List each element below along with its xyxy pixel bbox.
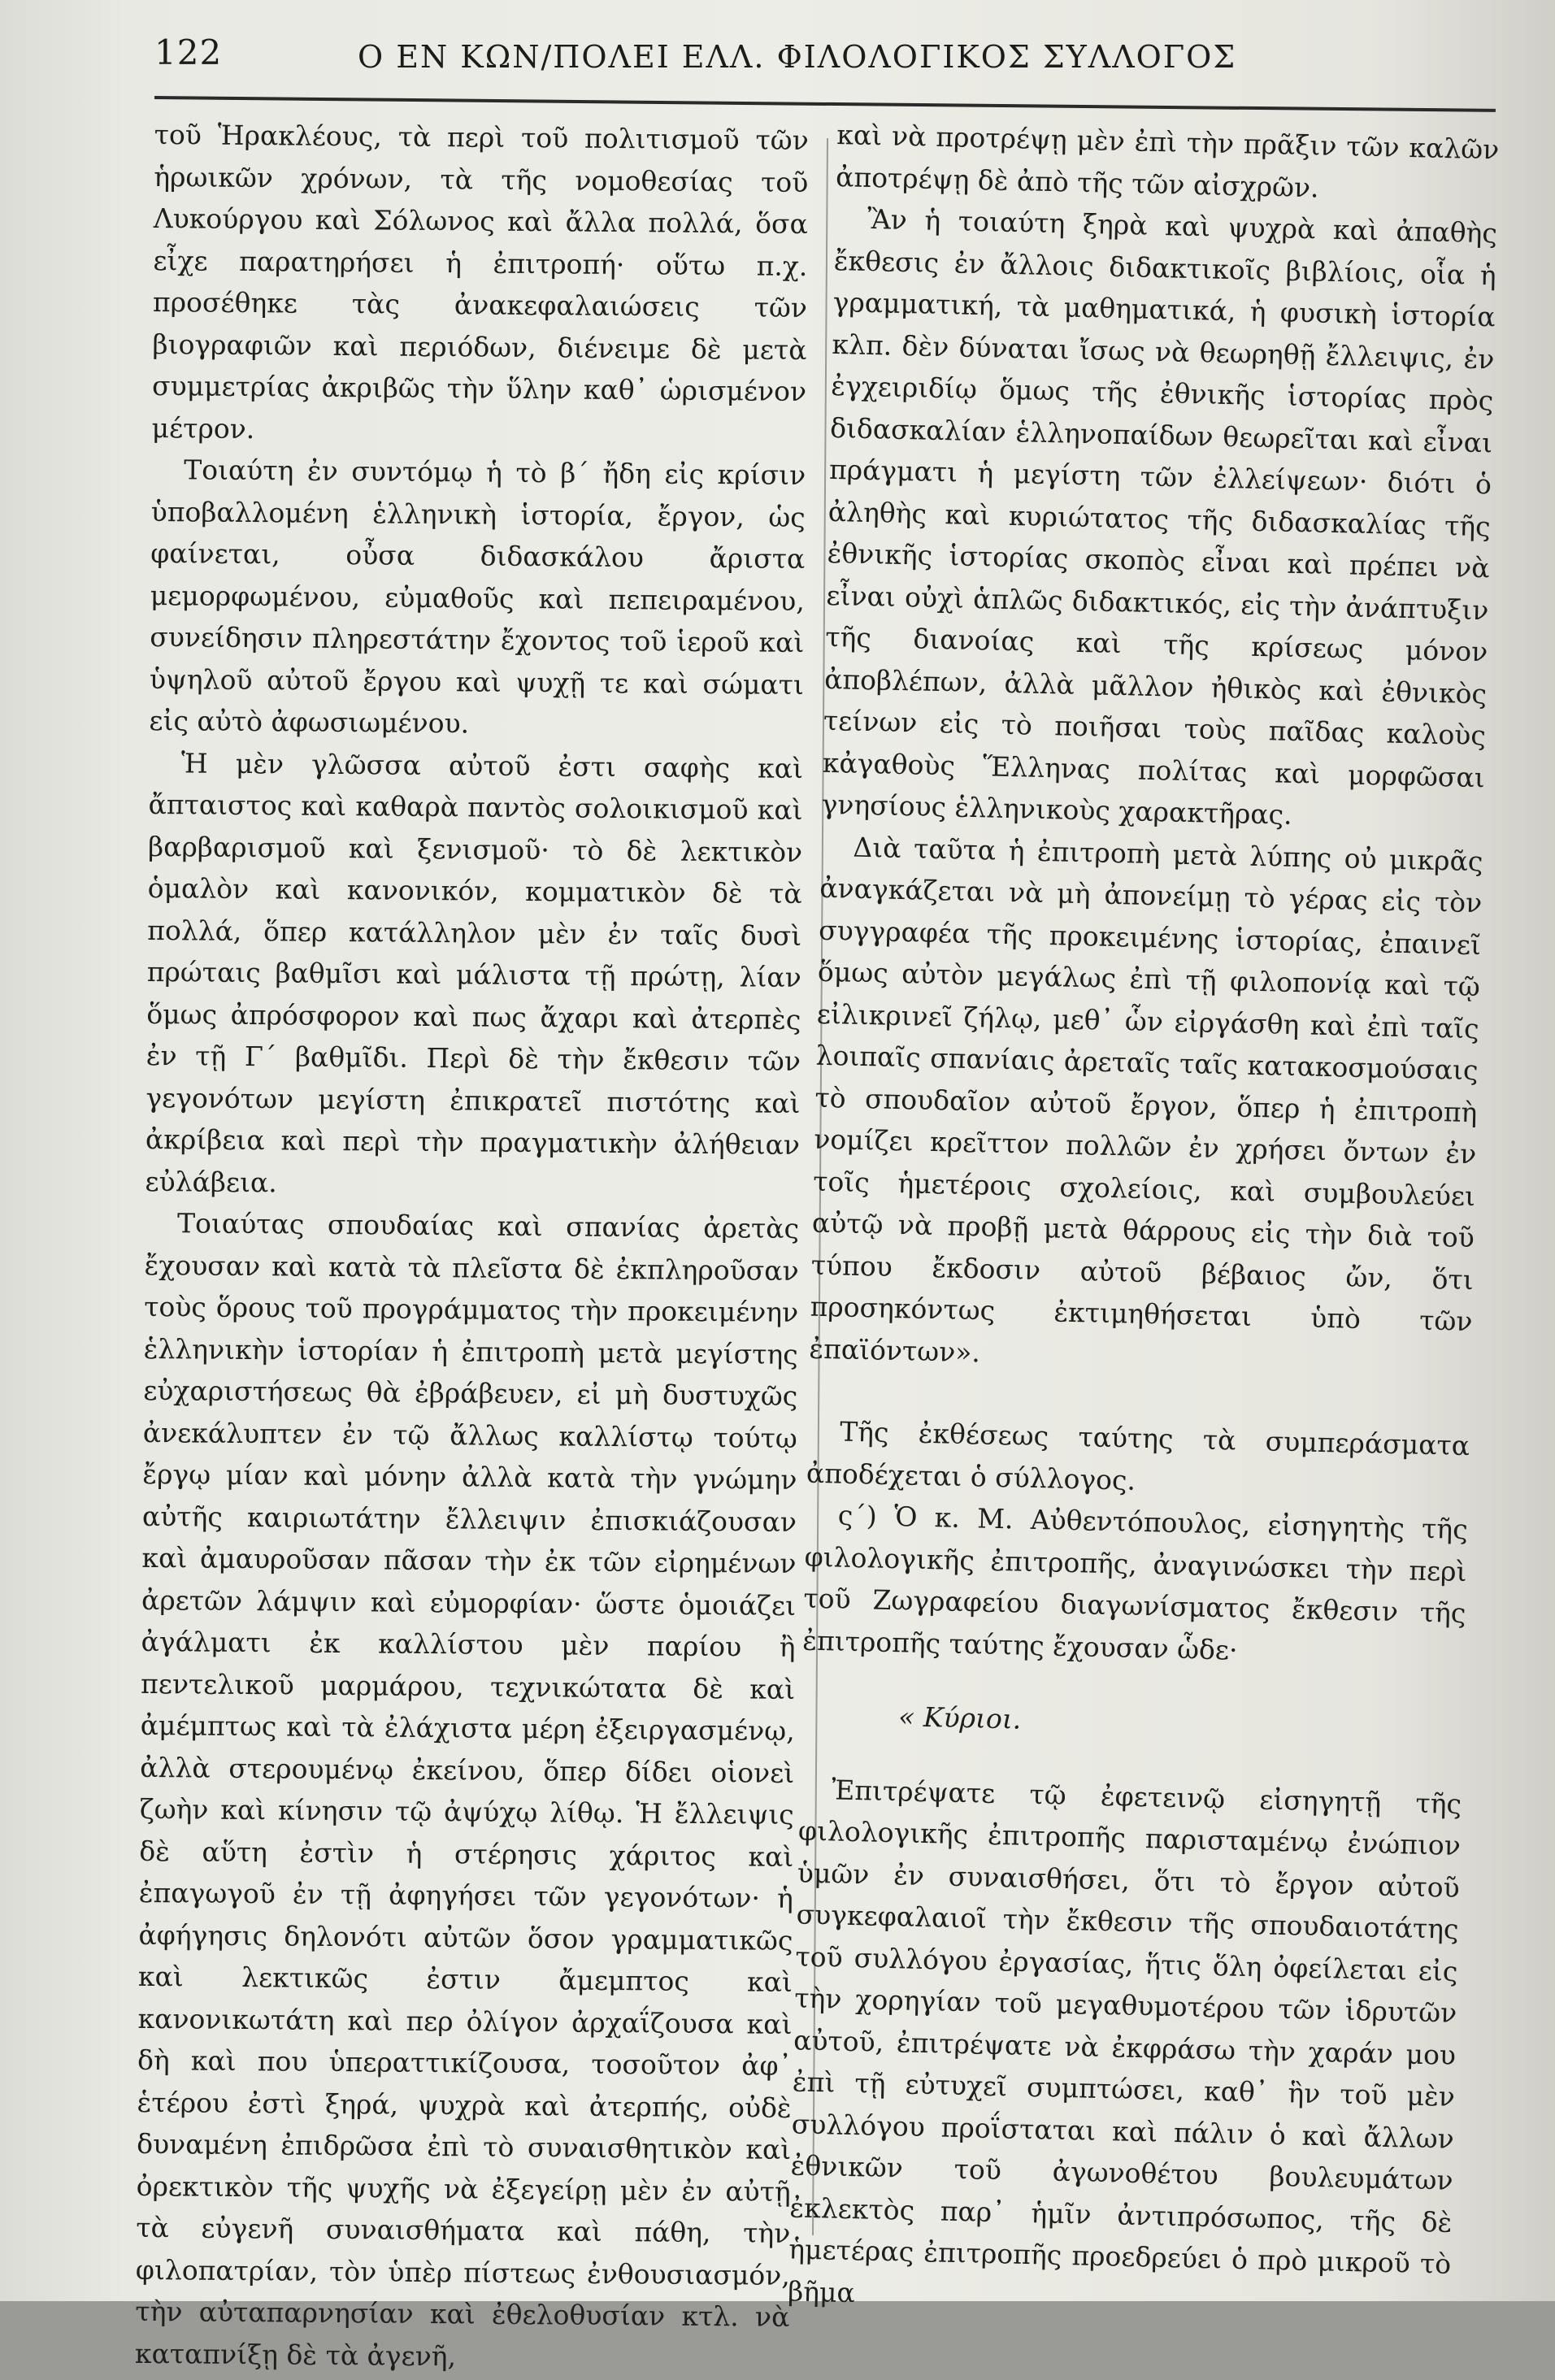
address-salutation: « Κύριοι. (897, 1700, 1022, 1735)
running-head (154, 33, 1325, 98)
journal-title: Ο ΕΝ ΚΩΝ/ΠΟΛΕΙ ΕΛΛ. ΦΙΛΟΛΟΓΙΚΟΣ ΣΥΛΛΟΓΟΣ (358, 39, 1237, 75)
header-rule (154, 96, 1496, 112)
paragraph: καὶ νὰ προτρέψῃ μὲν ἐπὶ τὴν πρᾶξιν τῶν καλῶν ἀποτρέψῃ δὲ ἀπὸ τῆς τῶν αἰσχρῶν. (835, 118, 1500, 203)
paragraph: Ἡ μὲν γλῶσσα αὐτοῦ ἐστι σαφὴς καὶ ἄπταιστος καὶ καθαρὰ παντὸς σολοικισμοῦ καὶ βαρβαρισμοῦ καὶ ξενισμοῦ· τὸ δὲ λεκτικὸν ὁμαλὸν καὶ κανονικόν, κομματικὸν δὲ τὰ πολλά, ὅπερ κατάλληλον μὲν ἐν ταῖς δυσὶ πρώταις βαθμῖσι καὶ μάλιστα τῇ πρώτῃ, λίαν ὅμως ἀπρόσφορον καὶ πως ἄχαρι καὶ ἀτερπὲς ἐν τῇ Γ´ βαθμῖδι. Περὶ δὲ τὴν ἔκθεσιν τῶν γεγονότων μεγίστη ἐπικρατεῖ πιστότης καὶ ἀκρίβεια καὶ περὶ τὴν πραγματικὴν ἀλήθειαν εὐλάβεια. (145, 746, 804, 1198)
page-number: 122 (154, 33, 223, 72)
paragraph: Τοιαύτη ἐν συντόμῳ ἡ τὸ β´ ἤδη εἰς κρίσιν ὑποβαλλομένη ἑλληνικὴ ἱστορία, ἔργον, ὡς φαίνεται, οὖσα διδασκάλου ἄριστα μεμορφωμένου, εὐμαθοῦς καὶ πεπειραμένου, συνείδησιν πληρεστάτην ἔχοντος τοῦ ἱεροῦ καὶ ὑψηλοῦ αὐτοῦ ἔργου καὶ ψυχῇ τε καὶ σώματι εἰς αὐτὸ ἀφωσιωμένου. (149, 454, 806, 740)
paragraph: Ἂν ἡ τοιαύτη ξηρὰ καὶ ψυχρὰ καὶ ἀπαθὴς ἔκθεσις ἐν ἄλλοις διδακτικοῖς βιβλίοις, οἷα ἡ γραμματική, τὰ μαθηματικά, ἡ φυσικὴ ἱστορία κλπ. δὲν δύναται ἴσως νὰ θεωρηθῇ ἔλλειψις, ἐν ἐγχειριδίῳ ὅμως τῆς ἐθνικῆς ἱστορίας πρὸς διδασκαλίαν ἑλληνοπαίδων θεωρεῖται καὶ εἶναι πράγματι ἡ μεγίστη τῶν ἐλλείψεων· διότι ὁ ἀληθὴς καὶ κυριώτατος τῆς διδασκαλίας τῆς ἐθνικῆς ἱστορίας σκοπὸς εἶναι καὶ πρέπει νὰ εἶναι οὐχὶ ἁπλῶς διδακτικός, εἰς τὴν ἀνάπτυξιν τῆς διανοίας καὶ τῆς κρίσεως μόνον ἀποβλέπων, ἀλλὰ μᾶλλον ἠθικὸς καὶ ἐθνικὸς τείνων εἰς τὸ ποιῆσαι τοὺς παῖδας καλοὺς κἀγαθοὺς Ἕλληνας πολίτας καὶ μορφῶσαι γνησίους ἑλληνικοὺς χαρακτῆρας. (821, 202, 1498, 831)
paragraph: ς´) Ὁ κ. Μ. Αὐθεντόπουλος, εἰσηγητὴς τῆς φιλολογικῆς ἐπιτροπῆς, ἀναγινώσκει τὴν περὶ τοῦ Ζωγραφείου διαγωνίσματος ἔκθεσιν τῆς ἐπιτροπῆς ταύτης ἔχουσαν ὧδε· (801, 1499, 1469, 1666)
paragraph: Ἐπιτρέψατε τῷ ἐφετεινῷ εἰσηγητῇ τῆς φιλολογικῆς ἐπιτροπῆς παρισταμένῳ ἐνώπιον ὑμῶν ἐν συναισθήσει, ὅτι τὸ ἔργον αὐτοῦ συγκεφαλαιοῖ τὴν ἔκθεσιν τῆς σπουδαιοτάτης τοῦ συλλόγου ἐργασίας, ἥτις ὅλη ὀφείλεται εἰς τὴν χορηγίαν τοῦ μεγαθυμοτέρου τῶν ἱδρυτῶν αὐτοῦ, ἐπιτρέψατε νὰ ἐκφράσω τὴν χαράν μου ἐπὶ τῇ εὐτυχεῖ συμπτώσει, καθ᾽ ἣν τοῦ μὲν συλλόγου προΐσταται καὶ πάλιν ὁ καὶ ἄλλων ἐθνικῶν τοῦ ἀγωνοθέτου βουλευμάτων ἐκλεκτὸς παρ᾽ ἡμῖν ἀντιπρόσωπος, τῆς δὲ ἡμετέρας ἐπιτροπῆς προεδρεύει ὁ πρὸ μικροῦ τὸ βῆμα (787, 1773, 1462, 2308)
paragraph: τοῦ Ἡρακλέους, τὰ περὶ τοῦ πολιτισμοῦ τῶν ἡρωικῶν χρόνων, τὰ τῆς νομοθεσίας τοῦ Λυκούργου καὶ Σόλωνος καὶ ἄλλα πολλά, ὅσα εἶχε παρατηρήσει ἡ ἐπιτροπή· οὕτω π.χ. προσέθηκε τὰς ἀνακεφαλαιώσεις τῶν βιογραφιῶν καὶ περιόδων, διένειμε δὲ μετὰ συμμετρίας ἀκριβῶς τὴν ὕλην καθ᾽ ὡρισμένον μέτρον. (151, 118, 809, 445)
paragraph: Τῆς ἐκθέσεως ταύτης τὰ συμπεράσματα ἀποδέχεται ὁ σύλλογος. (806, 1415, 1470, 1496)
right-column (788, 114, 1500, 2327)
left-column (135, 114, 809, 2380)
paragraph: Τοιαύτας σπουδαίας καὶ σπανίας ἀρετὰς ἔχουσαν καὶ κατὰ τὰ πλεῖστα δὲ ἐκπληροῦσαν τοὺς ὅρους τοῦ προγράμματος τὴν προκειμένην ἑλληνικὴν ἱστορίαν ἡ ἐπιτροπὴ μετὰ μεγίστης εὐχαριστήσεως θὰ ἐβράβευεν, εἰ μὴ δυστυχῶς ἀνεκάλυπτεν ἐν τῷ ἄλλως καλλίστῳ τούτῳ ἔργῳ μίαν καὶ μόνην ἀλλὰ κατὰ τὴν γνώμην αὐτῆς καιριωτάτην ἔλλειψιν ἐπισκιάζουσαν καὶ ἀμαυροῦσαν πᾶσαν τὴν ἐκ τῶν εἰρημένων ἀρετῶν λάμψιν καὶ εὐμορφίαν· ὥστε ὁμοιάζει ἀγάλματι ἐκ καλλίστου μὲν παρίου ἢ πεντελικοῦ μαρμάρου, τεχνικώτατα δὲ καὶ ἀμέμπτως καὶ τὰ ἐλάχιστα μέρη ἐξειργασμένῳ, ἀλλὰ στερουμένῳ ἐκείνου, ὅπερ δίδει οἱονεὶ ζωὴν καὶ κίνησιν τῷ ἀψύχῳ λίθῳ. Ἡ ἔλλειψις δὲ αὕτη ἐστὶν ἡ στέρησις χάριτος καὶ ἐπαγωγοῦ ἐν τῇ ἀφηγήσει τῶν γεγονότων· ἡ ἀφήγησις δηλονότι αὐτῶν ὅσον γραμματικῶς καὶ λεκτικῶς ἐστιν ἄμεμπτος καὶ κανονικωτάτη καὶ περ ὀλίγον ἀρχαΐζουσα καὶ δὴ καὶ που ὑπεραττικίζουσα, τοσοῦτον ἀφ᾽ ἑτέρου ἐστὶ ξηρά, ψυχρὰ καὶ ἀτερπής, οὐδὲ δυναμένη ἐπιδρῶσα ἐπὶ τὸ συναισθητικὸν καὶ ὀρεκτικὸν τῆς ψυχῆς νὰ ἐξεγείρῃ μὲν ἐν αὐτῇ τὰ εὐγενῆ συναισθήματα καὶ πάθη, τὴν φιλοπατρίαν, τὸν ὑπὲρ πίστεως ἐνθουσιασμόν, τὴν αὐταπαρνησίαν καὶ ἐθελοθυσίαν κτλ. νὰ καταπνίξῃ δὲ τὰ ἀγενῆ, (134, 1207, 800, 2372)
paragraph: Διὰ ταῦτα ἡ ἐπιτροπὴ μετὰ λύπης οὐ μικρᾶς ἀναγκάζεται νὰ μὴ ἀπονείμῃ τὸ γέρας εἰς τὸν συγγραφέα τῆς προκειμένης ἱστορίας, ἐπαινεῖ ὅμως αὐτὸν μεγάλως ἐπὶ τῇ φιλοπονίᾳ καὶ τῷ εἰλικρινεῖ ζήλῳ, μεθ᾽ ὧν εἰργάσθη καὶ ἐπὶ ταῖς λοιπαῖς σπανίαις ἀρεταῖς ταῖς κατακοσμούσαις τὸ σπουδαῖον αὐτοῦ ἔργον, ὅπερ ἡ ἐπιτροπὴ νομίζει κρεῖττον πολλῶν ἐν χρήσει ὄντων ἐν τοῖς ἡμετέροις σχολείοις, καὶ συμβουλεύει αὐτῷ νὰ προβῇ μετὰ θάρρους εἰς τὴν διὰ τοῦ τύπου ἔκδοσιν αὐτοῦ βέβαιος ὤν, ὅτι προσηκόντως ἐκτιμηθήσεται ὑπὸ τῶν ἐπαϊόντων». (809, 831, 1483, 1368)
